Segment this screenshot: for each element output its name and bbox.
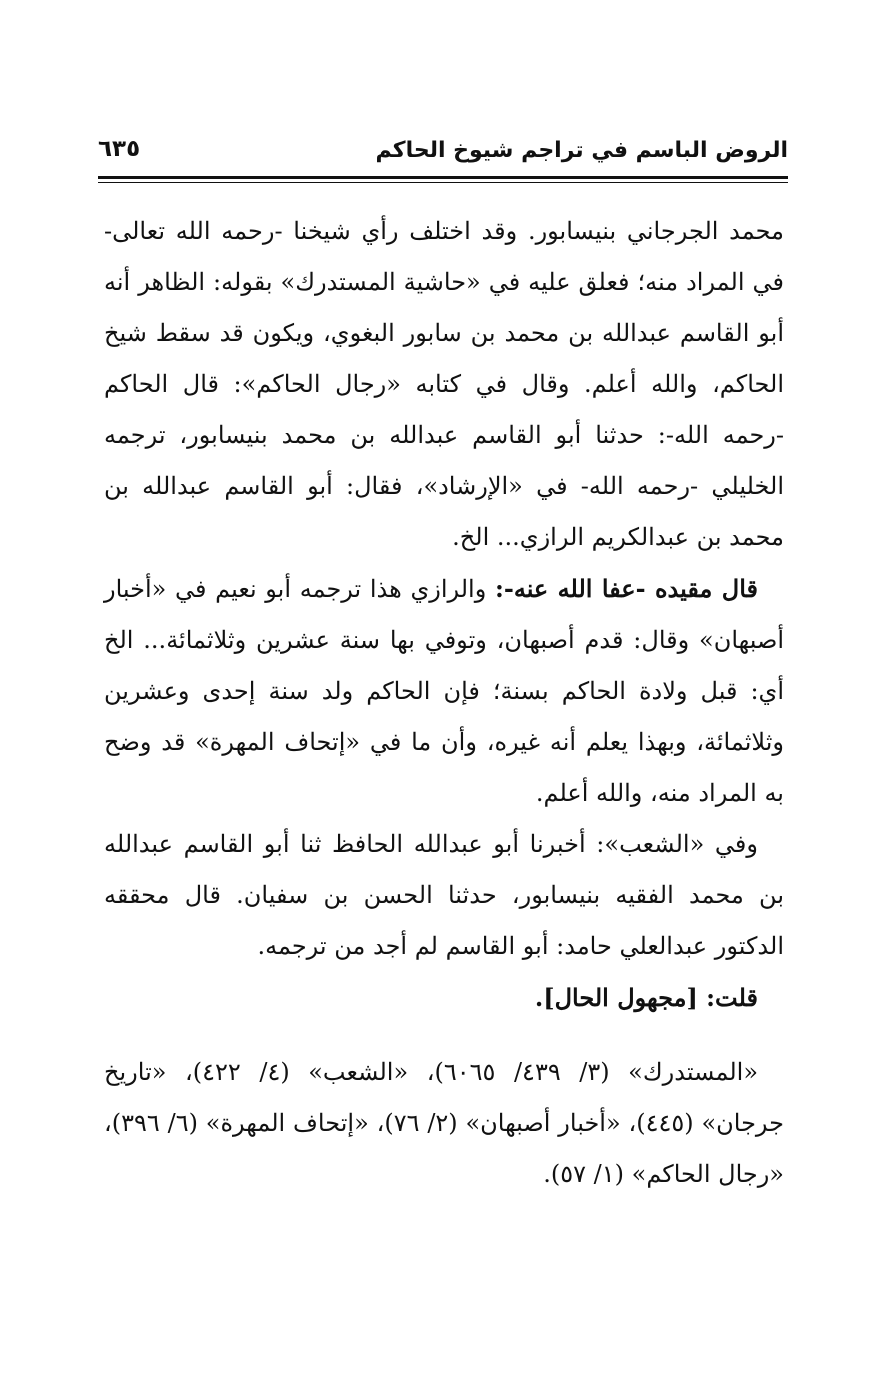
paragraph-2-bold-lead: قال مقيده -عفا الله عنه-: (495, 574, 758, 603)
paragraph-4-verdict: قلت: [مجهول الحال]. (534, 983, 758, 1012)
header-rule-thin (98, 182, 788, 183)
paragraph-2 (104, 563, 784, 819)
paragraph-1: محمد الجرجاني بنيسابور. وقد اختلف رأي شيخنا -رحمه الله تعالى- في المراد منه؛ فعلق عليه في «حاشية المستدرك» بقوله: الظاهر أنه أبو القاسم عبدالله بن محمد بن سابور البغوي، ويكون قد سقط شيخ الحاكم، والله أعلم. وقال في كتابه «رجال الحاكم»: قال الحاكم -رحمه الله-: حدثنا أبو القاسم عبدالله بن محمد بنيسابور، ترجمه الخليلي -رحمه الله- في «الإرشاد»، فقال: أبو القاسم عبدالله بن محمد بن عبدالكريم الرازي... الخ. (104, 217, 784, 551)
page-header (98, 132, 788, 172)
paragraph-2-text: والرازي هذا ترجمه أبو نعيم في «أخبار أصبهان» وقال: قدم أصبهان، وتوفي بها سنة عشرين وثلاثمائة... الخ أي: قبل ولادة الحاكم بسنة؛ فإن الحاكم ولد سنة إحدى وعشرين وثلاثمائة، وبهذا يعلم أنه غيره، وأن ما في «إتحاف المهرة» قد وضح به المراد منه، والله أعلم. (104, 575, 784, 807)
paragraph-3: وفي «الشعب»: أخبرنا أبو عبدالله الحافظ ثنا أبو القاسم عبدالله بن محمد الفقيه بنيسابور، حدثنا الحسن بن سفيان. قال محققه الدكتور عبدالعلي حامد: أبو القاسم لم أجد من ترجمه. (104, 830, 784, 960)
running-title: الروض الباسم في تراجم شيوخ الحاكم (375, 138, 788, 163)
page-number: ٦٣٥ (98, 136, 141, 162)
references: «المستدرك» (٣/ ٤٣٩/ ٦٠٦٥)، «الشعب» (٤/ ٤٢٢)، «تاريخ جرجان» (٤٤٥)، «أخبار أصبهان» (٢/ ٧٦)، «إتحاف المهرة» (٦/ ٣٩٦)، «رجال الحاكم» (١/ ٥٧). (104, 1058, 784, 1188)
body-text (104, 206, 784, 1200)
header-rule-thick (98, 176, 788, 179)
